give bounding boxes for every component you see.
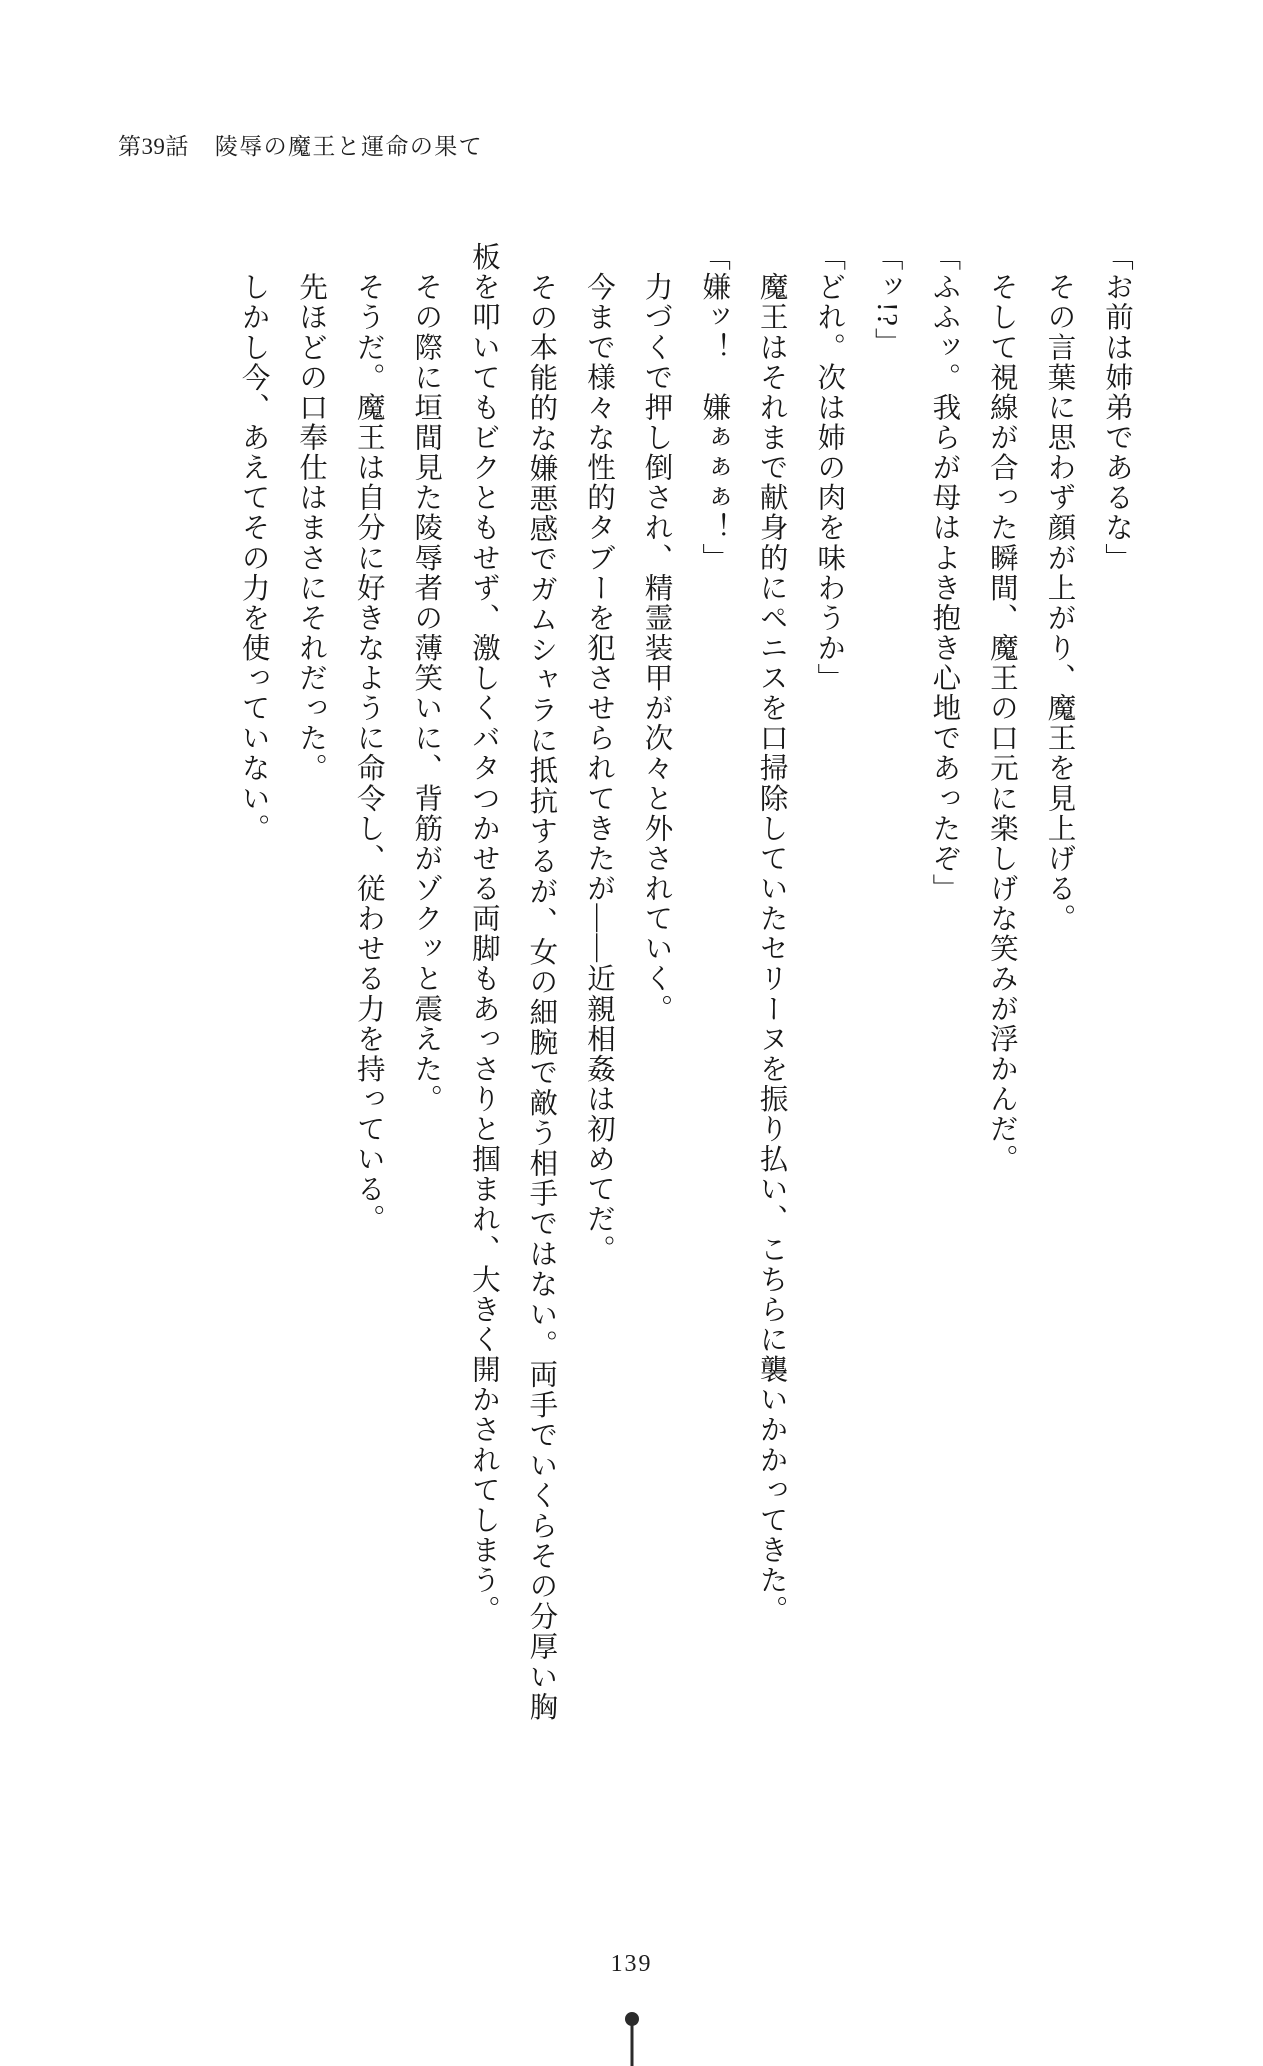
paragraph: 「ふふッ。我らが母はよき抱き心地であったぞ」 — [928, 242, 960, 904]
page-number: 139 — [610, 1951, 653, 1977]
paragraph: 今まで様々な性的タブーを犯させられてきたが——近親相姦は初めてだ。 — [582, 242, 614, 1265]
paragraph: その本能的な嫌悪感でガムシャラに抵抗するが、女の細腕で敵う相手ではない。両手でいくらその分厚い胸板を叩いてもビクともせず、激しくバタつかせる両脚もあっさりと掴まれ、大きく開かされてしまう。 — [467, 242, 557, 1722]
paragraph: 「お前は姉弟であるな」 — [1101, 242, 1132, 573]
paragraph: 力づくで押し倒され、精霊装甲が次々と外されていく。 — [640, 242, 672, 1024]
paragraph: しかし今、あえてその力を使っていない。 — [237, 242, 269, 844]
paragraph: 先ほどの口奉仕はまさにそれだった。 — [295, 242, 327, 784]
binding-line-mark — [630, 2018, 633, 2066]
paragraph: その際に垣間見た陵辱者の薄笑いに、背筋がゾクッと震えた。 — [410, 242, 442, 1114]
paragraph: 「どれ。次は姉の肉を味わうか」 — [813, 242, 845, 694]
running-head — [118, 128, 483, 161]
paragraph: そうだ。魔王は自分に好きなように命令し、従わせる力を持っている。 — [352, 242, 384, 1235]
paragraph: 「嫌ッ！ 嫌ぁぁぁ！」 — [698, 242, 730, 573]
paragraph: 「ッ!?」 — [870, 242, 902, 358]
chapter-title: 陵辱の魔王と運命の果て — [214, 134, 484, 159]
paragraph: その言葉に思わず顔が上がり、魔王を見上げる。 — [1043, 242, 1075, 934]
paragraph: 魔王はそれまで献身的にペニスを口掃除していたセリーヌを振り払い、こちらに襲いかかってきた。 — [755, 242, 787, 1626]
paragraph: そして視線が合った瞬間、魔王の口元に楽しげな笑みが浮かんだ。 — [985, 242, 1017, 1175]
chapter-number: 第39話 — [118, 134, 189, 159]
page-body-text — [215, 242, 1145, 1722]
